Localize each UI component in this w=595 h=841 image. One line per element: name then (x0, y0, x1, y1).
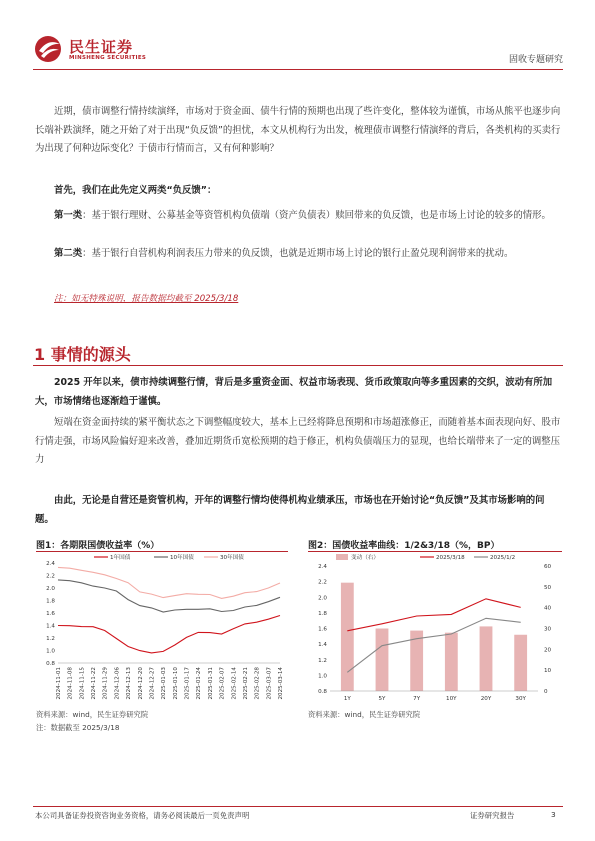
right-y-tick-label: 40 (544, 605, 552, 612)
minsheng-logo-icon (33, 34, 65, 64)
y-tick-label: 2.2 (46, 573, 55, 580)
data-note: 注：如无特殊说明，报告数据均截至 2025/3/18 (54, 294, 239, 304)
figure-2-source: 资料来源：wind，民生证券研究院 (308, 710, 421, 719)
x-tick-label: 30Y (515, 696, 526, 702)
x-tick-label: 2025-02-07 (219, 667, 226, 700)
series-line-10年国债 (58, 580, 280, 612)
x-tick-label: 2024-11-22 (91, 667, 98, 700)
legend-label: 2025/3/18 (436, 555, 465, 561)
x-tick-label: 10Y (446, 696, 457, 702)
legend-swatch (336, 554, 348, 560)
x-tick-label: 2024-11-29 (102, 667, 109, 700)
x-tick-label: 2024-11-15 (79, 667, 86, 700)
y-tick-label: 2.0 (46, 586, 55, 592)
section-paragraph-3: 由此，无论是自营还是资管机构，开年的调整行情均使得机构业绩承压，市场也在开始讨论“负反馈”及其市场影响的问题。 (35, 495, 545, 525)
page-header (33, 34, 563, 68)
x-tick-label: 2024-12-27 (149, 667, 156, 700)
brand-name-en: MINSHENG SECURITIES (69, 55, 147, 61)
right-y-tick-label: 20 (544, 647, 552, 654)
y-tick-label: 1.0 (46, 648, 55, 655)
header-divider (33, 69, 563, 70)
type-1-label: 第一类 (54, 210, 83, 221)
right-y-tick-label: 60 (544, 564, 552, 570)
right-y-tick-label: 10 (544, 668, 552, 675)
x-tick-label: 2025-02-21 (242, 667, 249, 700)
x-tick-label: 2024-12-13 (126, 667, 133, 700)
right-y-tick-label: 0 (544, 689, 548, 695)
figure-1-title: 图1：各期限国债收益率（%） (36, 541, 160, 551)
x-tick-label: 5Y (378, 696, 386, 702)
x-tick-label: 2025-01-24 (196, 667, 203, 700)
type-2-label: 第二类 (54, 248, 83, 259)
left-y-tick-label: 2.4 (318, 564, 327, 570)
page-number: 3 (551, 810, 556, 819)
section-divider (33, 365, 563, 366)
change-bar (376, 629, 389, 692)
x-tick-label: 2025-03-14 (278, 667, 284, 700)
left-y-tick-label: 1.6 (318, 626, 327, 633)
change-bar (480, 626, 493, 691)
x-tick-label: 2024-12-20 (137, 667, 144, 700)
series-line-30年国债 (58, 567, 280, 598)
footer-disclaimer: 本公司具备证券投资咨询业务资格，请务必阅读最后一页免责声明 (35, 811, 250, 820)
x-tick-label: 2025-02-14 (231, 667, 238, 700)
series-line-1年国债 (58, 616, 280, 653)
definition-type-2 (35, 245, 561, 264)
x-tick-label: 7Y (413, 696, 421, 702)
x-tick-label: 2024-12-06 (114, 667, 121, 700)
x-tick-label: 20Y (480, 696, 492, 702)
left-y-tick-label: 0.8 (318, 689, 327, 695)
brand-name-cn: 民生证券 (69, 38, 134, 56)
curve-line-2025/3/18 (347, 599, 520, 631)
section-title: 1 事情的源头 (34, 345, 131, 364)
x-tick-label: 2025-01-03 (161, 667, 168, 700)
left-y-tick-label: 1.8 (318, 610, 327, 617)
legend-label: 30年国债 (220, 555, 244, 561)
type-1-text: ：基于银行理财、公募基金等资管机构负债端（资产负债表）赎回带来的负反馈，也是市场上讨论的较多的情形。 (82, 210, 551, 221)
figure-2-chart (308, 552, 562, 706)
figure-2-title: 图2：国债收益率曲线：1/2&3/18（%，BP） (308, 541, 500, 551)
report-type: 固收专题研究 (508, 55, 563, 65)
footer-divider (33, 806, 563, 807)
change-bar (341, 583, 354, 691)
legend-label: 2025/1/2 (490, 555, 516, 561)
y-tick-label: 1.4 (46, 623, 55, 630)
x-tick-label: 2025-01-17 (184, 667, 191, 700)
x-tick-label: 2025-01-31 (207, 667, 214, 700)
left-y-tick-label: 1.4 (318, 642, 327, 649)
x-tick-label: 2025-02-28 (254, 667, 261, 700)
y-tick-label: 1.6 (46, 611, 55, 617)
legend-label: 变动（右） (351, 555, 379, 561)
x-tick-label: 2024-11-08 (67, 667, 74, 700)
definition-type-1 (35, 207, 561, 226)
left-y-tick-label: 1.0 (318, 673, 327, 680)
definition-intro: 首先，我们在此先定义两类“负反馈”： (54, 185, 217, 196)
right-y-tick-label: 30 (544, 626, 552, 633)
legend-label: 10年国债 (170, 555, 194, 561)
x-tick-label: 1Y (343, 696, 351, 702)
legend-label: 1年国债 (110, 555, 131, 561)
section-paragraph-1: 2025 开年以来，债市持续调整行情，背后是多重资金面、权益市场表现、货币政策取向等多重因素的交织，波动有所加大，市场情绪也逐渐趋于谨慎。 (35, 377, 553, 407)
intro-paragraph: 近期，债市调整行情持续演绎，市场对于资金面、债牛行情的预期也出现了些许变化，整体较为谨慎，市场从熊平也逐步向长端补跌演绎，随之开始了对于出现“负反馈”的担忧，本文从机构行为出发，梳理债市调整行情演绎的背后，各类机构的买卖行为出现了何种边际变化？于债市行情而言，又有何种影响？ (35, 106, 561, 154)
y-tick-label: 0.8 (46, 661, 55, 667)
x-tick-label: 2025-03-07 (266, 667, 273, 700)
figure-1-source: 资料来源：wind，民生证券研究院 (36, 710, 149, 719)
figure-1-note: 注：数据截至 2025/3/18 (36, 723, 120, 732)
right-y-tick-label: 50 (544, 584, 552, 591)
x-tick-label: 2024-11-01 (56, 667, 62, 700)
figure-1-chart (36, 552, 288, 706)
y-tick-label: 2.4 (46, 561, 55, 567)
left-y-tick-label: 2.2 (318, 579, 327, 586)
y-tick-label: 1.8 (46, 598, 55, 605)
type-2-text: ：基于银行自营机构利润表压力带来的负反馈，也就是近期市场上讨论的银行止盈兑现利润带来的扰动。 (82, 248, 514, 259)
change-bar (514, 635, 527, 691)
y-tick-label: 1.2 (46, 636, 55, 642)
footer-report-label: 证券研究报告 (470, 811, 515, 820)
curve-line-2025/1/2 (347, 618, 520, 672)
left-y-tick-label: 2.0 (318, 595, 327, 602)
change-bar (445, 633, 458, 691)
left-y-tick-label: 1.2 (318, 657, 327, 664)
x-tick-label: 2025-01-10 (172, 667, 179, 700)
section-paragraph-2: 短端在资金面持续的紧平衡状态之下调整幅度较大，基本上已经将降息预期和市场超涨修正，而随着基本面表现向好、股市行情走强，市场风险偏好迎来改善，叠加近期货币宽松预期的趋于修正，机构负债端压力的显现，也给长端带来了一定的调整压力 (35, 417, 561, 465)
